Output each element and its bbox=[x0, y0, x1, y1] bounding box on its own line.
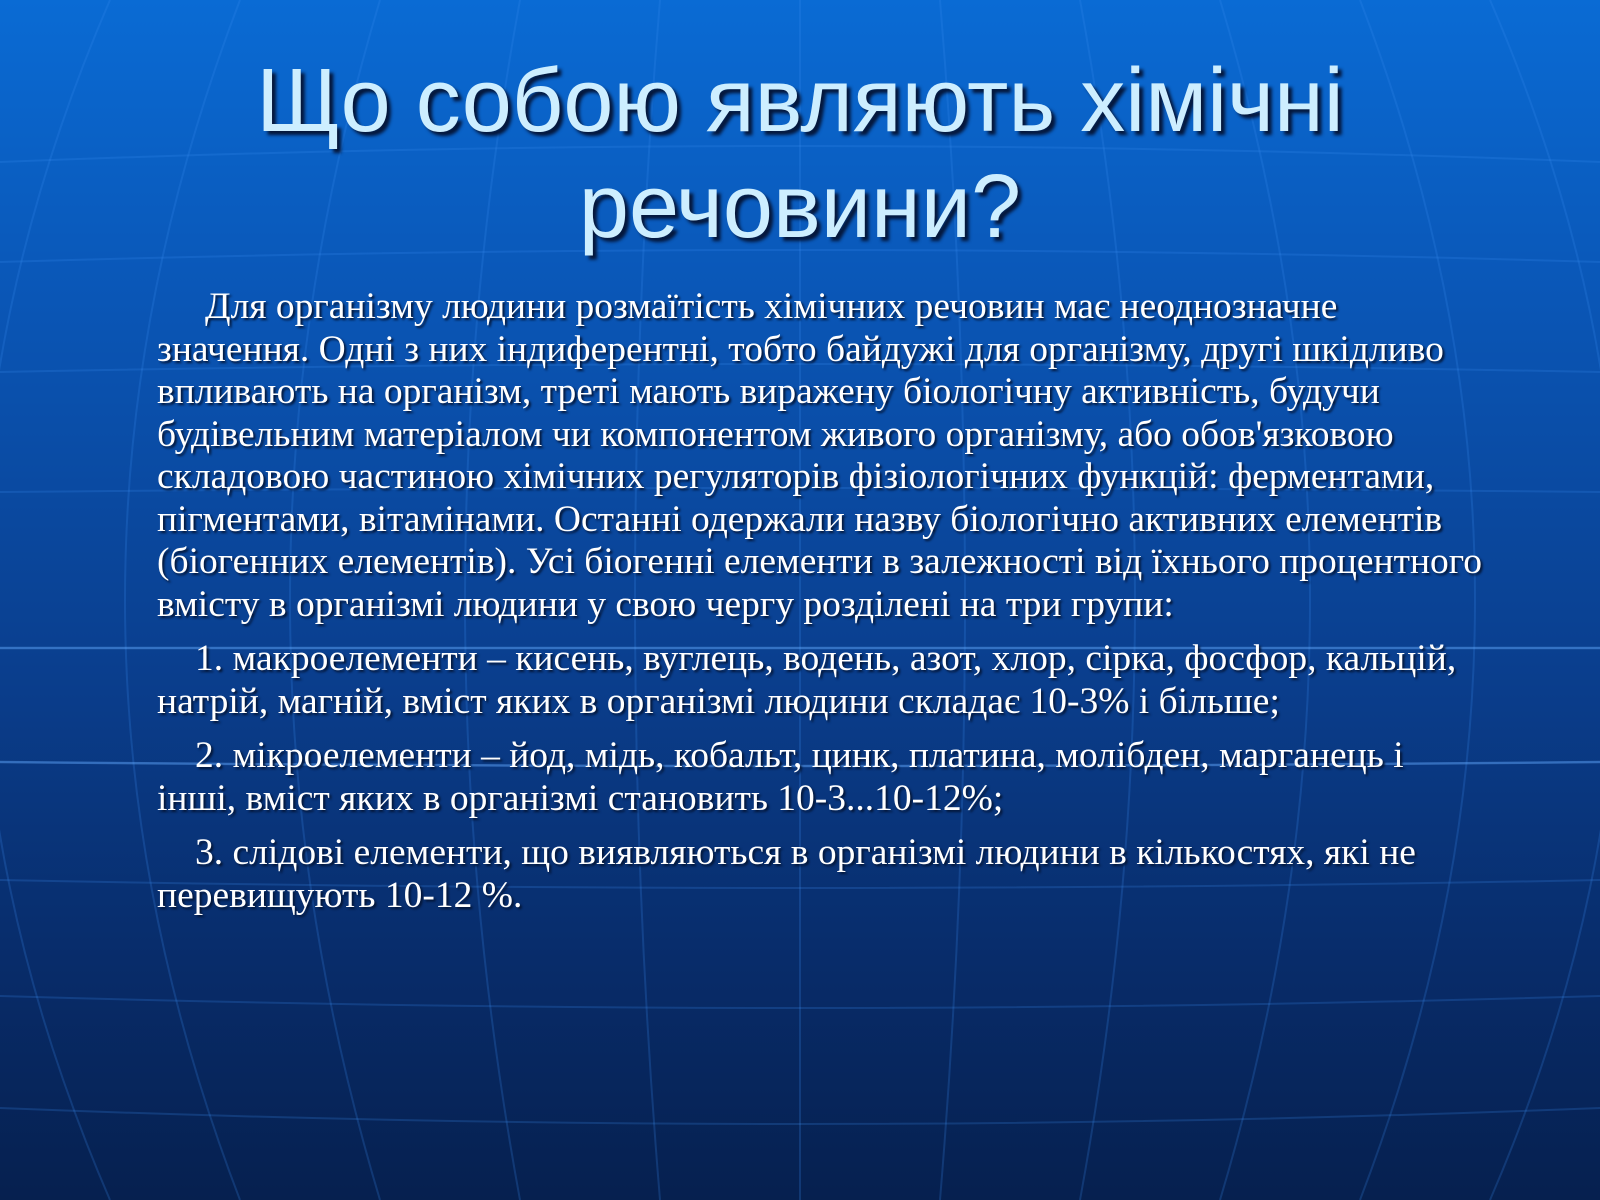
group-item-macroelements: 1. макроелементи – кисень, вуглець, водень, азот, хлор, сірка, фосфор, кальцій, натрій, магній, вміст яких в організмі людини складає 10-3% і більше; bbox=[157, 638, 1457, 722]
slide-title: Що собою являють хімічні речовини? bbox=[256, 51, 1344, 257]
group-item-trace-elements: 3. слідові елементи, що виявляються в організмі людини в кількостях, які не перевищують 10-12 %. bbox=[157, 832, 1416, 916]
group-item-microelements: 2. мікроелементи – йод, мідь, кобальт, цинк, платина, молібден, марганець і інші, вміст яких в організмі становить 10-3...10-12%; bbox=[157, 735, 1404, 819]
slide-body bbox=[157, 286, 1487, 917]
intro-paragraph: Для організму людини розмаїтість хімічних речовин має неоднозначне значення. Одні з них індиферентні, тобто байдужі для організму, другі шкідливо впливають на організм, треті мають виражену біологічну активність, будучи будівельним матеріалом чи компонентом живого організму, або обов'язковою складовою частиною хімічних регуляторів фізіологічних функцій: ферментами, пігментами, вітамінами. Останні одержали назву біологічно активних елементів (біогенних елементів). Усі біогенні елементи в залежності від їхнього процентного вмісту в організмі людини у свою чергу розділені на три групи: bbox=[157, 286, 1482, 625]
